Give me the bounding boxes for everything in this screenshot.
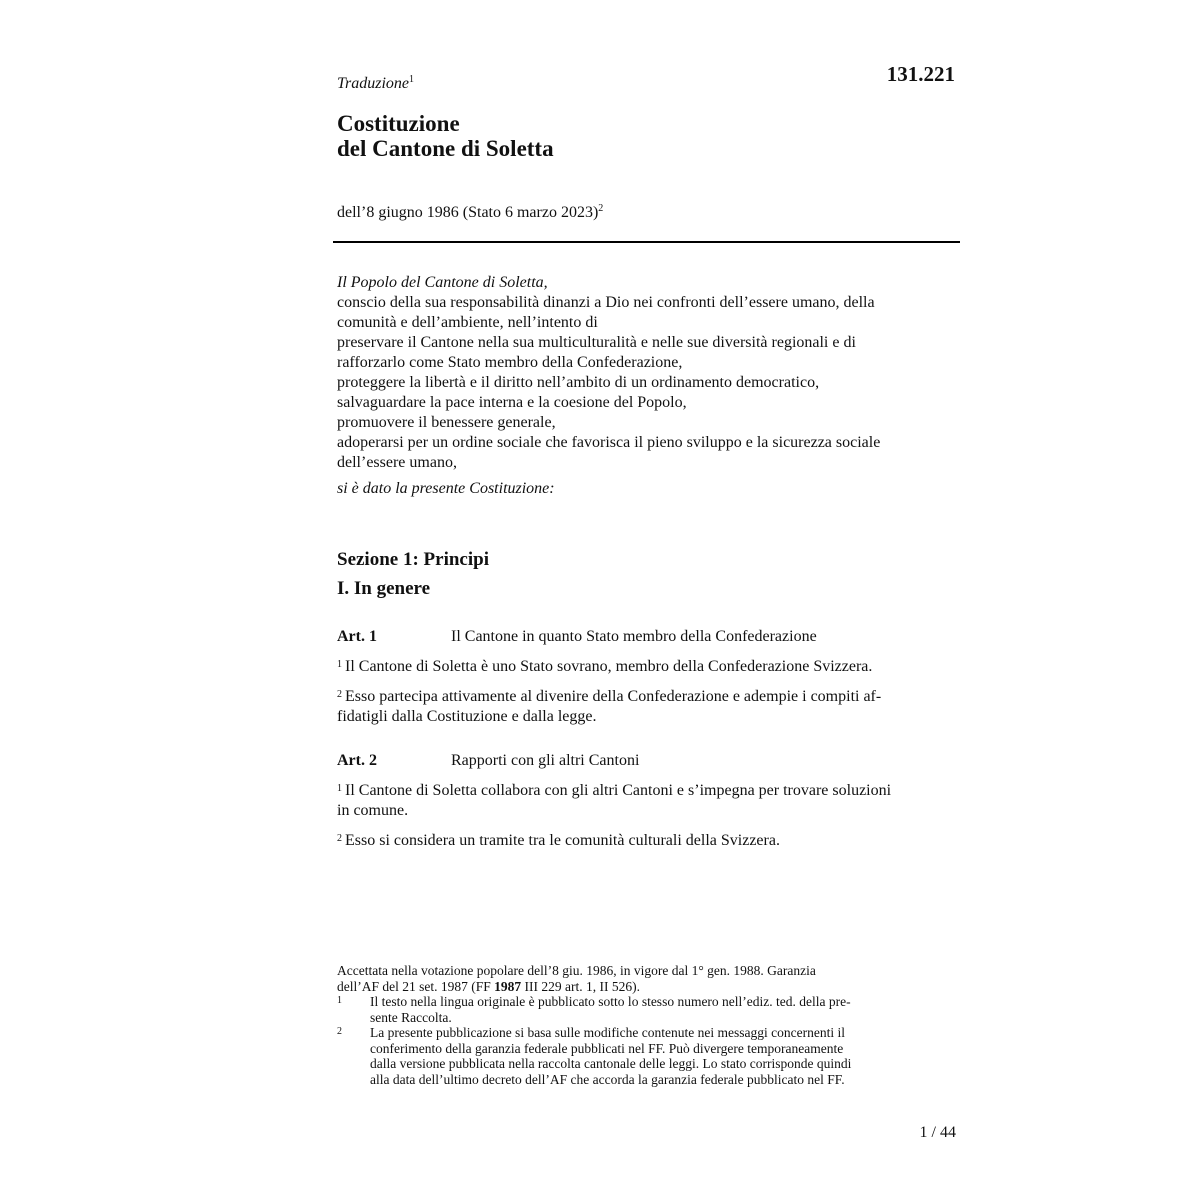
preamble-line: promuovere il benessere generale, (337, 414, 556, 431)
article-number: Art. 1 (337, 628, 377, 645)
title-line: Costituzione (337, 111, 460, 136)
article-number: Art. 2 (337, 752, 377, 769)
section-subtitle: I. In genere (337, 578, 431, 599)
acceptance-note (337, 979, 967, 995)
footnote-line: conferimento della garanzia federale pubblicati nel FF. Può divergere temporaneamente (370, 1040, 844, 1056)
footnote-line: sente Raccolta. (370, 1009, 452, 1025)
preamble-line: conscio della sua responsabilità dinanzi a Dio nei confronti dell’essere umano, della (337, 294, 875, 311)
paragraph-text: Il Cantone di Soletta collabora con gli altri Cantoni e s’impegna per trovare soluzioni (345, 782, 892, 799)
paragraph-text: Esso si considera un tramite tra le comunità culturali della Svizzera. (345, 832, 780, 849)
preamble-intro: Il Popolo del Cantone di Soletta, (337, 274, 548, 291)
footnote-text (370, 1025, 967, 1087)
footnote-line: Il testo nella lingua originale è pubblicato sotto lo stesso numero nell’ediz. ted. della pre- (370, 994, 851, 1009)
article-1 (337, 627, 977, 727)
paragraph-number: 2 (337, 833, 342, 844)
footnote-number: 2 (337, 1026, 342, 1037)
article-2 (337, 751, 977, 851)
preamble-closing: si è dato la presente Costituzione: (337, 480, 555, 497)
date-text: dell’8 giugno 1986 (Stato 6 marzo 2023) (337, 204, 599, 221)
footnote-2 (337, 1025, 967, 1087)
preamble-line: salvaguardare la pace interna e la coesione del Popolo, (337, 394, 687, 411)
preamble-line: preservare il Cantone nella sua multiculturalità e nelle sue diversità regionali e di (337, 334, 856, 351)
document-date (337, 203, 603, 222)
article-paragraph (337, 685, 977, 707)
note-bold: 1987 (494, 978, 522, 994)
acceptance-note: Accettata nella votazione popolare dell’8 giu. 1986, in vigore dal 1° gen. 1988. Garanzia (337, 963, 816, 978)
paragraph-number: 1 (337, 659, 342, 670)
translation-label (337, 74, 414, 93)
preamble-line: comunità e dell’ambiente, nell’intento di (337, 314, 598, 331)
paragraph-number: 1 (337, 783, 342, 794)
note-text: III 229 art. 1, II 526). (521, 978, 640, 994)
preamble (337, 273, 977, 499)
footnote-line: dalla versione pubblicata nella raccolta cantonale delle leggi. Lo stato corrisponde quindi (370, 1056, 852, 1071)
article-paragraph (337, 655, 977, 677)
article-header (337, 627, 977, 647)
footnotes (337, 963, 967, 1087)
footnote-1 (337, 994, 967, 1025)
article-heading: Rapporti con gli altri Cantoni (451, 752, 640, 769)
preamble-line: adoperarsi per un ordine sociale che favorisca il pieno sviluppo e la sicurezza sociale (337, 434, 881, 451)
footnote-line: La presente pubblicazione si basa sulle modifiche contenute nei messaggi concernenti il (370, 1025, 845, 1040)
preamble-line: rafforzarlo come Stato membro della Confederazione, (337, 354, 683, 371)
article-paragraph (337, 779, 977, 801)
article-heading: Il Cantone in quanto Stato membro della Confederazione (451, 628, 817, 645)
preamble-line: proteggere la libertà e il diritto nell’ambito di un ordinamento democratico, (337, 374, 820, 391)
title-line: del Cantone di Soletta (337, 136, 554, 161)
paragraph-text: Il Cantone di Soletta è uno Stato sovrano, membro della Confederazione Svizzera. (345, 658, 873, 675)
paragraph-line: fidatigli dalla Costituzione e dalla legge. (337, 708, 597, 725)
article-header (337, 751, 977, 771)
footnote-ref[interactable]: 2 (598, 203, 604, 214)
page-number: 1 / 44 (919, 1124, 956, 1141)
note-text: dell’AF del 21 set. 1987 (FF (337, 978, 495, 994)
paragraph-text: Esso partecipa attivamente al divenire della Confederazione e adempie i compiti af- (345, 688, 882, 705)
footnote-text (370, 994, 967, 1025)
footnote-line: alla data dell’ultimo decreto dell’AF che accorda la garanzia federale pubblicato nel FF. (370, 1071, 845, 1087)
footnote-number: 1 (337, 995, 342, 1006)
paragraph-number: 2 (337, 689, 342, 700)
header-divider (333, 241, 960, 243)
preamble-line: dell’essere umano, (337, 454, 457, 471)
paragraph-line: in comune. (337, 802, 409, 819)
document-title (337, 111, 554, 161)
article-paragraph (337, 829, 977, 851)
translation-text: Traduzione (337, 75, 410, 92)
footnote-ref[interactable]: 1 (409, 74, 415, 85)
sr-number: 131.221 (886, 62, 955, 86)
section-title: Sezione 1: Principi (337, 549, 489, 570)
